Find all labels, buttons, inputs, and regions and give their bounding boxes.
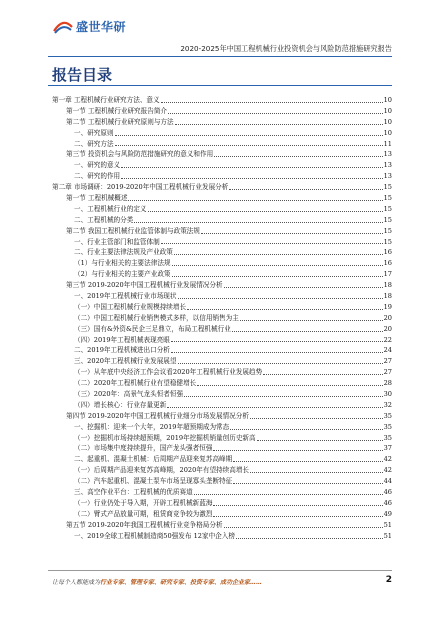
toc-entry[interactable] xyxy=(52,487,392,498)
toc-leader-dots xyxy=(240,320,383,321)
toc-entry-title: 第一节 工程机械概述 xyxy=(66,194,128,202)
toc-entry-title: （二）臂式产品放量可期，租赁商竞争较为激烈 xyxy=(74,509,213,518)
toc-entry[interactable] xyxy=(52,400,392,411)
toc-entry-title: 第一章 工程机械行业研究方法、意义 xyxy=(52,95,160,104)
toc-entry-title: （三）2020年：高景气龙头恒者恒强 xyxy=(74,390,184,399)
toc-entry[interactable] xyxy=(52,444,392,455)
toc-entry-page: 24 xyxy=(383,346,392,355)
toc-leader-dots xyxy=(115,135,383,136)
toc-entry[interactable] xyxy=(52,247,392,258)
toc-entry[interactable] xyxy=(52,509,392,520)
toc-entry-page: 20 xyxy=(383,313,392,322)
toc-leader-dots xyxy=(232,331,383,332)
toc-entry-title: （四）2019年工程机械表现亮眼 xyxy=(74,335,170,344)
toc-leader-dots xyxy=(214,156,382,157)
toc-leader-dots xyxy=(213,450,382,451)
toc-entry-title: 一、2019全球工程机械制造商50强发布 12家中企入榜 xyxy=(74,531,235,540)
toc-entry[interactable] xyxy=(52,291,392,302)
toc-entry-title: （一）后周期产品迎来复苏高峰期，2020年有望持续高增长 xyxy=(74,466,250,475)
toc-entry[interactable] xyxy=(52,258,392,269)
toc-entry-page: 20 xyxy=(383,324,392,333)
toc-entry[interactable] xyxy=(52,389,392,400)
page-number: 2 xyxy=(385,575,392,585)
toc-entry-title: （一）挖掘机市场持续超预期，2019年挖掘机销量创历史新高 xyxy=(74,433,256,442)
toc-entry-page: 15 xyxy=(383,194,392,202)
footer-divider xyxy=(48,570,392,571)
toc-leader-dots xyxy=(213,516,382,517)
toc-entry[interactable] xyxy=(52,269,392,280)
toc-entry-page: 37 xyxy=(383,444,392,453)
toc-entry[interactable] xyxy=(52,117,392,128)
footer-roles: 行业专家、管理专家、研究专家、投资专家、成功企业家…… xyxy=(100,579,263,586)
toc-leader-dots xyxy=(174,254,383,255)
toc-leader-dots xyxy=(172,276,383,277)
toc-entry[interactable] xyxy=(52,313,392,324)
toc-entry[interactable] xyxy=(52,378,392,389)
toc-entry-page: 27 xyxy=(383,357,392,366)
toc-entry[interactable] xyxy=(52,335,392,346)
toc-leader-dots xyxy=(250,472,383,473)
toc-entry-page: 15 xyxy=(383,204,392,213)
toc-entry[interactable] xyxy=(52,95,392,106)
toc-entry-page: 27 xyxy=(383,368,392,377)
toc-leader-dots xyxy=(128,200,382,201)
toc-leader-dots xyxy=(167,407,382,408)
toc-leader-dots xyxy=(171,352,383,353)
toc-entry-page: 42 xyxy=(383,466,392,475)
toc-entry[interactable] xyxy=(52,324,392,335)
toc-entry-page: 10 xyxy=(383,128,392,137)
toc-entry-page: 15 xyxy=(383,183,392,192)
toc-entry-title: 二、2019年工程机械进出口分析 xyxy=(74,346,170,355)
toc-entry[interactable] xyxy=(52,237,392,248)
toc-entry-title: （一）中国工程机械行业规模持续增长 xyxy=(74,302,187,311)
toc-entry-page: 32 xyxy=(383,400,392,409)
toc-leader-dots xyxy=(229,189,382,190)
toc-entry-page: 16 xyxy=(383,248,392,257)
toc-leader-dots xyxy=(161,102,383,103)
toc-heading: 报告目录 xyxy=(52,66,113,84)
toc-entry-page: 46 xyxy=(383,498,392,507)
toc-entry-title: 二、起重机、混凝土机械：后周期产品迎来复苏高峰期 xyxy=(74,455,233,464)
toc-entry-page: 16 xyxy=(383,259,392,268)
toc-entry-title: （二）市场集中度持续提升，国产龙头强者恒强 xyxy=(74,444,213,453)
toc-entry-title: （一）行业仍处于导入期，开辟工程机械新蓝海 xyxy=(74,498,213,507)
toc-entry-title: 三、高空作业平台：工程机械的优质赛道 xyxy=(74,488,193,497)
toc-entry[interactable] xyxy=(52,476,392,487)
toc-entry[interactable] xyxy=(52,356,392,367)
toc-entry[interactable] xyxy=(52,280,392,291)
toc-entry[interactable] xyxy=(52,128,392,139)
toc-entry-page: 10 xyxy=(383,117,392,126)
toc-leader-dots xyxy=(161,243,383,244)
toc-entry[interactable] xyxy=(52,411,392,422)
toc-entry-page: 28 xyxy=(383,379,392,388)
toc-entry-page: 15 xyxy=(383,226,392,235)
header-divider xyxy=(48,56,392,57)
toc-entry-title: （三）国有&外资&民企三足鼎立，布局工程机械行业 xyxy=(74,324,231,333)
toc-leader-dots xyxy=(233,483,382,484)
toc-leader-dots xyxy=(178,363,383,364)
toc-entry-title: （四）增长核心：行业存量更新 xyxy=(74,400,167,409)
toc-leader-dots xyxy=(184,396,383,397)
toc-entry-page: 18 xyxy=(383,292,392,301)
toc-entry-title: 第一节 工程机械行业研究报告简介 xyxy=(66,106,168,115)
toc-entry[interactable] xyxy=(52,465,392,476)
toc-leader-dots xyxy=(175,124,383,125)
toc-entry[interactable] xyxy=(52,139,392,150)
toc-entry[interactable] xyxy=(52,226,392,237)
toc-entry[interactable] xyxy=(52,106,392,117)
toc-entry-title: 第二节 工程机械行业研究原则与方法 xyxy=(66,117,174,126)
toc-entry-page: 44 xyxy=(383,477,392,486)
toc-entry-page: 49 xyxy=(383,509,392,518)
footer-slogan xyxy=(52,577,262,586)
toc-entry-page: 15 xyxy=(383,237,392,246)
toc-leader-dots xyxy=(115,145,383,146)
toc-leader-dots xyxy=(257,440,383,441)
toc-leader-dots xyxy=(224,287,383,288)
toc-entry-page: 22 xyxy=(383,335,392,344)
toc-leader-dots xyxy=(236,538,383,539)
toc-leader-dots xyxy=(197,385,382,386)
toc-entry[interactable] xyxy=(52,531,392,542)
page-header xyxy=(0,0,440,62)
toc-entry-title: （一）从年底中央经济工作会议看2020年工程机械行业发展趋势 xyxy=(74,368,263,377)
toc-entry[interactable] xyxy=(52,345,392,356)
toc-entry-page: 13 xyxy=(383,172,392,181)
toc-entry-title: 二、研究的作用 xyxy=(74,172,121,181)
toc-entry-title: 第三节 2019-2020年中国工程机械行业发展情况分析 xyxy=(66,281,223,290)
toc-leader-dots xyxy=(121,167,382,168)
toc-entry[interactable] xyxy=(52,182,392,193)
toc-entry-page: 42 xyxy=(383,455,392,464)
toc-leader-dots xyxy=(250,418,383,419)
toc-entry-title: 第四节 2019-2020年中国工程机械行业细分市场发展情况分析 xyxy=(66,411,249,420)
toc-entry-title: 第五节 2019-2020年我国工程机械行业竞争格局分析 xyxy=(66,520,223,529)
toc-entry-title: （2）与行业相关的主要产业政策 xyxy=(74,270,171,279)
toc-entry[interactable] xyxy=(52,367,392,378)
toc-entry-page: 35 xyxy=(383,422,392,431)
toc-leader-dots xyxy=(171,341,383,342)
toc-entry-page: 35 xyxy=(383,411,392,420)
toc-entry[interactable] xyxy=(52,149,392,160)
toc-entry-page: 10 xyxy=(383,95,392,104)
toc-entry[interactable] xyxy=(52,215,392,226)
toc-entry-page: 11 xyxy=(383,139,392,148)
toc-leader-dots xyxy=(148,211,383,212)
toc-entry[interactable] xyxy=(52,520,392,531)
toc-entry-page: 13 xyxy=(383,161,392,170)
toc-leader-dots xyxy=(230,429,382,430)
toc-entry[interactable] xyxy=(52,454,392,465)
toc-leader-dots xyxy=(172,265,383,266)
toc-entry-title: 一、2019年工程机械行业市场现状 xyxy=(74,292,177,301)
toc-entry-title: （二）汽车起重机、混凝土泵车市场呈现寡头垄断特征 xyxy=(74,477,233,486)
toc-entry[interactable] xyxy=(52,193,392,204)
toc-entry-title: 第三节 投资机会与风险防范措施研究的意义和作用 xyxy=(66,150,214,159)
toc-entry[interactable] xyxy=(52,204,392,215)
toc-entry-title: 一、研究的意义 xyxy=(74,161,121,170)
toc-leader-dots xyxy=(178,298,383,299)
toc-entry-title: 一、工程机械行业的定义 xyxy=(74,204,147,213)
toc-entry-title: 一、挖掘机：迎来一个大年，2019年超预期成为常态 xyxy=(74,422,230,431)
toc-entry-page: 46 xyxy=(383,488,392,497)
logo-text: 盛世华研 xyxy=(76,20,127,34)
toc-leader-dots xyxy=(224,527,383,528)
toc-entry[interactable] xyxy=(52,422,392,433)
toc-entry-title: 二、研究方法 xyxy=(74,139,114,148)
toc-entry-page: 35 xyxy=(383,433,392,442)
toc-leader-dots xyxy=(194,494,383,495)
toc-entry-title: （二）2020年工程机械行业有望稳健增长 xyxy=(74,379,197,388)
toc-entry-title: 一、研究原则 xyxy=(74,128,114,137)
toc-leader-dots xyxy=(168,113,383,114)
toc-entry-title: 第二章 市场调研：2019-2020年中国工程机械行业发展分析 xyxy=(52,183,229,192)
toc-entry[interactable] xyxy=(52,171,392,182)
report-title: 2020-2025年中国工程机械行业投资机会与风险防范措施研究报告 xyxy=(180,44,392,53)
table-of-contents xyxy=(52,95,392,542)
toc-entry-page: 10 xyxy=(383,106,392,115)
toc-leader-dots xyxy=(213,505,382,506)
toc-entry[interactable] xyxy=(52,498,392,509)
toc-entry-title: 二、行业主要法律法规及产业政策 xyxy=(74,248,173,257)
toc-leader-dots xyxy=(187,309,383,310)
toc-entry-page: 13 xyxy=(383,150,392,159)
toc-leader-dots xyxy=(263,374,382,375)
toc-heading-divider xyxy=(48,85,392,86)
toc-entry-page: 51 xyxy=(383,531,392,540)
toc-entry-title: 三、2020年工程机械行业发展展望 xyxy=(74,357,177,366)
toc-entry-title: 第二节 我国工程机械行业监管体制与政策法规 xyxy=(66,226,200,235)
toc-leader-dots xyxy=(121,178,382,179)
toc-entry-page: 51 xyxy=(383,520,392,529)
toc-entry-page: 17 xyxy=(383,270,392,279)
toc-entry[interactable] xyxy=(52,302,392,313)
toc-entry-title: （二）中国工程机械行业销售模式多样，以信用销售为主 xyxy=(74,313,239,322)
toc-leader-dots xyxy=(233,461,382,462)
toc-entry-page: 15 xyxy=(383,215,392,224)
toc-entry-title: 二、工程机械的分类 xyxy=(74,215,134,224)
toc-entry[interactable] xyxy=(52,160,392,171)
toc-leader-dots xyxy=(201,233,383,234)
toc-leader-dots xyxy=(134,222,382,223)
toc-entry-title: （1）与行业相关的主要法律法规 xyxy=(74,259,171,268)
toc-entry-title: 一、行业主管部门和监管体制 xyxy=(74,237,160,246)
toc-entry-page: 18 xyxy=(383,281,392,290)
brand-logo xyxy=(52,18,126,35)
toc-entry[interactable] xyxy=(52,433,392,444)
toc-entry-page: 19 xyxy=(383,302,392,311)
footer-lead: 让每个人都能成为 xyxy=(52,579,101,586)
logo-icon xyxy=(52,19,74,35)
toc-entry-page: 30 xyxy=(383,390,392,399)
